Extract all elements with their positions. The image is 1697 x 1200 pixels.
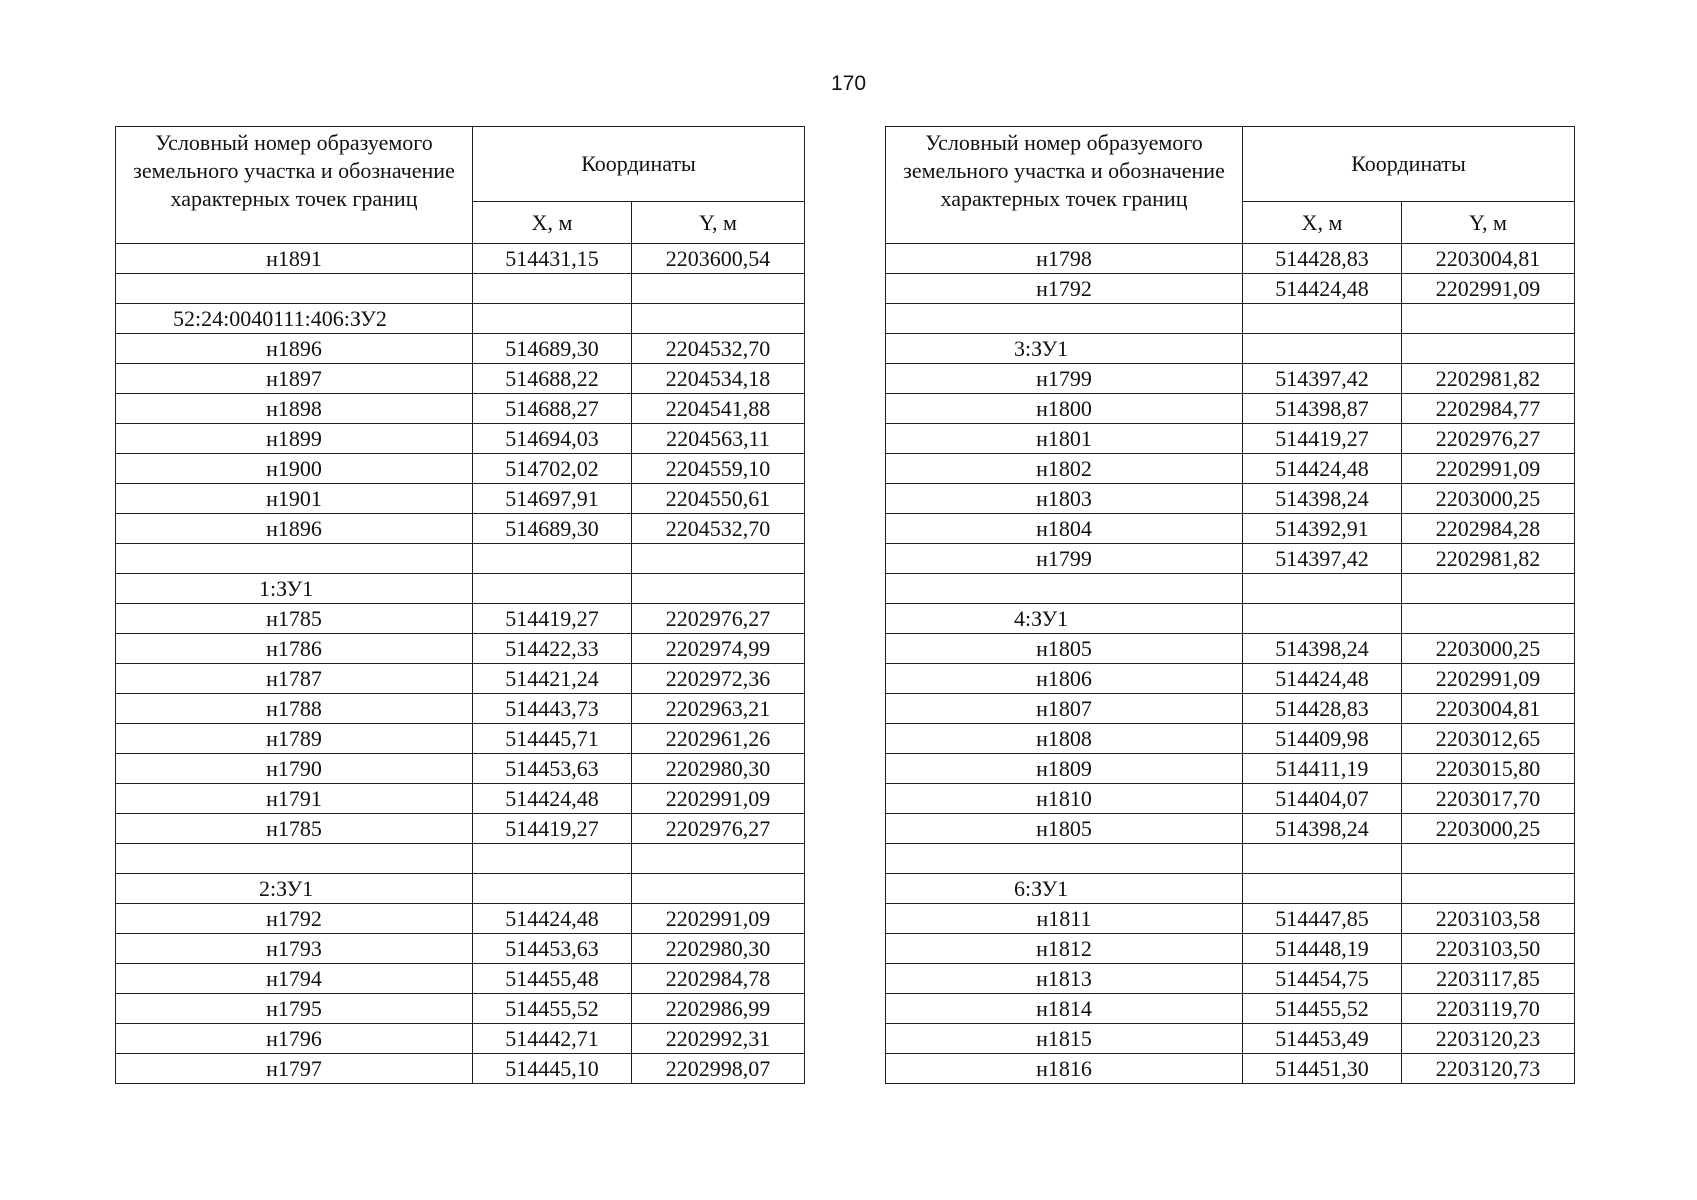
blank-row bbox=[116, 274, 805, 304]
cell-y: 2202984,28 bbox=[1402, 514, 1575, 544]
header-parcel-point: Условный номер образуемого земельного участка и обозначение характерных точек границ bbox=[116, 127, 473, 244]
cell-y bbox=[1402, 844, 1575, 874]
cell-point-name: н1896 bbox=[116, 334, 473, 364]
cell-x: 514453,63 bbox=[473, 754, 632, 784]
table-row bbox=[886, 694, 1575, 724]
parcel-label-text: 2:ЗУ1 bbox=[259, 876, 314, 901]
table-row bbox=[116, 364, 805, 394]
cell-x: 514448,19 bbox=[1243, 934, 1402, 964]
cell-point-name: н1804 bbox=[886, 514, 1243, 544]
cell-x bbox=[473, 304, 632, 334]
table-row bbox=[116, 424, 805, 454]
cell-point-name: н1815 bbox=[886, 1024, 1243, 1054]
table-row bbox=[886, 274, 1575, 304]
table-row bbox=[116, 394, 805, 424]
cell-y bbox=[632, 544, 805, 574]
cell-y: 2203117,85 bbox=[1402, 964, 1575, 994]
cell-point-name: н1898 bbox=[116, 394, 473, 424]
coordinates-table-left bbox=[115, 126, 805, 1084]
cell-x: 514411,19 bbox=[1243, 754, 1402, 784]
cell-point-name: н1897 bbox=[116, 364, 473, 394]
header-parcel-point: Условный номер образуемого земельного участка и обозначение характерных точек границ bbox=[886, 127, 1243, 244]
header-x: X, м bbox=[1243, 202, 1402, 244]
cell-x bbox=[473, 844, 632, 874]
cell-point-name: н1790 bbox=[116, 754, 473, 784]
cell-y bbox=[632, 304, 805, 334]
cell-x: 514422,33 bbox=[473, 634, 632, 664]
cell-y: 2202963,21 bbox=[632, 694, 805, 724]
table-row bbox=[886, 544, 1575, 574]
cell-y: 2203600,54 bbox=[632, 244, 805, 274]
cell-y: 2202961,26 bbox=[632, 724, 805, 754]
cell-point-name: н1799 bbox=[886, 364, 1243, 394]
cell-point-name: н1816 bbox=[886, 1054, 1243, 1084]
cell-x: 514398,24 bbox=[1243, 484, 1402, 514]
cell-x: 514697,91 bbox=[473, 484, 632, 514]
cell-y: 2203103,50 bbox=[1402, 934, 1575, 964]
cell-x: 514398,87 bbox=[1243, 394, 1402, 424]
cell-x: 514445,10 bbox=[473, 1054, 632, 1084]
table-row bbox=[116, 1024, 805, 1054]
table-row bbox=[116, 904, 805, 934]
cell-y: 2202981,82 bbox=[1402, 364, 1575, 394]
table-row bbox=[116, 814, 805, 844]
cell-point-name: н1795 bbox=[116, 994, 473, 1024]
cell-y bbox=[632, 274, 805, 304]
cell-y: 2204541,88 bbox=[632, 394, 805, 424]
table-row bbox=[116, 1054, 805, 1084]
cell-x: 514421,24 bbox=[473, 664, 632, 694]
cell-x: 514455,52 bbox=[1243, 994, 1402, 1024]
cell-y bbox=[632, 874, 805, 904]
cell-point-name: н1901 bbox=[116, 484, 473, 514]
cell-x: 514404,07 bbox=[1243, 784, 1402, 814]
cell-point-name: н1797 bbox=[116, 1054, 473, 1084]
cell-y: 2202984,78 bbox=[632, 964, 805, 994]
cell-x: 514688,27 bbox=[473, 394, 632, 424]
blank-row bbox=[886, 304, 1575, 334]
cell-x: 514409,98 bbox=[1243, 724, 1402, 754]
parcel-label-text: 52:24:0040111:406:ЗУ2 bbox=[173, 306, 387, 331]
blank-row bbox=[116, 544, 805, 574]
parcel-label-row bbox=[116, 304, 805, 334]
table-row bbox=[886, 1024, 1575, 1054]
cell-y: 2204563,11 bbox=[632, 424, 805, 454]
table-row bbox=[116, 754, 805, 784]
cell-x: 514419,27 bbox=[473, 814, 632, 844]
table-row bbox=[886, 994, 1575, 1024]
cell-y: 2202991,09 bbox=[632, 784, 805, 814]
cell-point-name: н1806 bbox=[886, 664, 1243, 694]
cell-y bbox=[1402, 604, 1575, 634]
table-row bbox=[116, 514, 805, 544]
table-row bbox=[886, 754, 1575, 784]
cell-point-name bbox=[116, 274, 473, 304]
cell-y: 2203119,70 bbox=[1402, 994, 1575, 1024]
cell-point-name bbox=[116, 844, 473, 874]
cell-y: 2203000,25 bbox=[1402, 484, 1575, 514]
cell-point-name bbox=[116, 544, 473, 574]
cell-point-name: н1802 bbox=[886, 454, 1243, 484]
cell-point-name: н1900 bbox=[116, 454, 473, 484]
cell-x: 514689,30 bbox=[473, 514, 632, 544]
parcel-label-row bbox=[886, 604, 1575, 634]
cell-x: 514445,71 bbox=[473, 724, 632, 754]
cell-y: 2203120,23 bbox=[1402, 1024, 1575, 1054]
cell-point-name: н1814 bbox=[886, 994, 1243, 1024]
cell-point-name: н1810 bbox=[886, 784, 1243, 814]
cell-y: 2202972,36 bbox=[632, 664, 805, 694]
cell-point-name: н1792 bbox=[116, 904, 473, 934]
table-row bbox=[886, 934, 1575, 964]
cell-point-name bbox=[886, 844, 1243, 874]
cell-x: 514454,75 bbox=[1243, 964, 1402, 994]
cell-x: 514443,73 bbox=[473, 694, 632, 724]
cell-point-name: н1798 bbox=[886, 244, 1243, 274]
cell-y bbox=[632, 844, 805, 874]
cell-y: 2204532,70 bbox=[632, 514, 805, 544]
table-row bbox=[886, 664, 1575, 694]
cell-point-name: н1786 bbox=[116, 634, 473, 664]
cell-y bbox=[1402, 304, 1575, 334]
cell-point-name: н1793 bbox=[116, 934, 473, 964]
cell-point-name: н1788 bbox=[116, 694, 473, 724]
cell-y: 2203017,70 bbox=[1402, 784, 1575, 814]
cell-x: 514397,42 bbox=[1243, 544, 1402, 574]
cell-y: 2204559,10 bbox=[632, 454, 805, 484]
cell-point-name: н1792 bbox=[886, 274, 1243, 304]
table-row bbox=[886, 634, 1575, 664]
parcel-label bbox=[886, 604, 1243, 634]
table-row bbox=[116, 334, 805, 364]
cell-x: 514424,48 bbox=[1243, 454, 1402, 484]
cell-y: 2202992,31 bbox=[632, 1024, 805, 1054]
cell-point-name: н1811 bbox=[886, 904, 1243, 934]
cell-point-name: н1813 bbox=[886, 964, 1243, 994]
cell-point-name: н1789 bbox=[116, 724, 473, 754]
cell-y: 2203012,65 bbox=[1402, 724, 1575, 754]
cell-x: 514424,48 bbox=[473, 904, 632, 934]
parcel-label bbox=[116, 574, 473, 604]
page-number: 170 bbox=[830, 72, 867, 95]
cell-y: 2203015,80 bbox=[1402, 754, 1575, 784]
cell-y: 2203000,25 bbox=[1402, 634, 1575, 664]
parcel-label-row bbox=[886, 334, 1575, 364]
parcel-label bbox=[116, 304, 473, 334]
cell-x: 514451,30 bbox=[1243, 1054, 1402, 1084]
cell-point-name: н1800 bbox=[886, 394, 1243, 424]
cell-point-name bbox=[886, 304, 1243, 334]
cell-point-name: н1809 bbox=[886, 754, 1243, 784]
cell-point-name: н1799 bbox=[886, 544, 1243, 574]
cell-x: 514453,49 bbox=[1243, 1024, 1402, 1054]
cell-y: 2202986,99 bbox=[632, 994, 805, 1024]
cell-x: 514428,83 bbox=[1243, 694, 1402, 724]
cell-x: 514455,48 bbox=[473, 964, 632, 994]
cell-y: 2203120,73 bbox=[1402, 1054, 1575, 1084]
cell-y: 2203004,81 bbox=[1402, 694, 1575, 724]
table-row bbox=[116, 694, 805, 724]
cell-x: 514424,48 bbox=[1243, 664, 1402, 694]
cell-point-name: н1794 bbox=[116, 964, 473, 994]
cell-y: 2202976,27 bbox=[632, 814, 805, 844]
cell-y: 2204534,18 bbox=[632, 364, 805, 394]
cell-x bbox=[473, 874, 632, 904]
cell-y: 2202981,82 bbox=[1402, 544, 1575, 574]
cell-x: 514688,22 bbox=[473, 364, 632, 394]
cell-point-name: н1803 bbox=[886, 484, 1243, 514]
parcel-label bbox=[886, 334, 1243, 364]
cell-y: 2203000,25 bbox=[1402, 814, 1575, 844]
cell-x: 514702,02 bbox=[473, 454, 632, 484]
cell-point-name: н1805 bbox=[886, 634, 1243, 664]
cell-x bbox=[473, 544, 632, 574]
parcel-label-row bbox=[116, 874, 805, 904]
cell-y: 2203103,58 bbox=[1402, 904, 1575, 934]
table-row bbox=[886, 514, 1575, 544]
cell-point-name: н1808 bbox=[886, 724, 1243, 754]
table-row bbox=[116, 994, 805, 1024]
table-row bbox=[116, 454, 805, 484]
cell-x: 514694,03 bbox=[473, 424, 632, 454]
table-row bbox=[886, 784, 1575, 814]
cell-x bbox=[473, 274, 632, 304]
cell-point-name: н1796 bbox=[116, 1024, 473, 1054]
cell-x: 514428,83 bbox=[1243, 244, 1402, 274]
blank-row bbox=[886, 844, 1575, 874]
cell-point-name: н1807 bbox=[886, 694, 1243, 724]
cell-point-name: н1791 bbox=[116, 784, 473, 814]
table-row bbox=[116, 664, 805, 694]
cell-x: 514397,42 bbox=[1243, 364, 1402, 394]
cell-y bbox=[1402, 874, 1575, 904]
cell-y: 2202976,27 bbox=[632, 604, 805, 634]
cell-x: 514392,91 bbox=[1243, 514, 1402, 544]
parcel-label-row bbox=[116, 574, 805, 604]
cell-x bbox=[1243, 304, 1402, 334]
table-row bbox=[886, 364, 1575, 394]
cell-y: 2202976,27 bbox=[1402, 424, 1575, 454]
cell-x: 514447,85 bbox=[1243, 904, 1402, 934]
table-row bbox=[886, 1054, 1575, 1084]
cell-x: 514424,48 bbox=[1243, 274, 1402, 304]
cell-point-name: н1801 bbox=[886, 424, 1243, 454]
cell-x bbox=[1243, 874, 1402, 904]
header-x: X, м bbox=[473, 202, 632, 244]
cell-point-name: н1787 bbox=[116, 664, 473, 694]
cell-point-name: н1812 bbox=[886, 934, 1243, 964]
cell-point-name: н1891 bbox=[116, 244, 473, 274]
cell-x: 514431,15 bbox=[473, 244, 632, 274]
table-row bbox=[116, 484, 805, 514]
cell-y: 2202974,99 bbox=[632, 634, 805, 664]
table-row bbox=[116, 634, 805, 664]
cell-y: 2202980,30 bbox=[632, 754, 805, 784]
table-row bbox=[886, 724, 1575, 754]
table-row bbox=[886, 394, 1575, 424]
cell-x: 514419,27 bbox=[473, 604, 632, 634]
cell-point-name: н1785 bbox=[116, 604, 473, 634]
table-row bbox=[886, 904, 1575, 934]
table-row bbox=[116, 244, 805, 274]
cell-x: 514453,63 bbox=[473, 934, 632, 964]
cell-x bbox=[1243, 604, 1402, 634]
cell-y: 2203004,81 bbox=[1402, 244, 1575, 274]
cell-x bbox=[1243, 574, 1402, 604]
blank-row bbox=[886, 574, 1575, 604]
cell-y: 2202984,77 bbox=[1402, 394, 1575, 424]
table-row bbox=[886, 964, 1575, 994]
header-coordinates: Координаты bbox=[1243, 127, 1575, 202]
header-y: Y, м bbox=[1402, 202, 1575, 244]
parcel-label bbox=[116, 874, 473, 904]
coordinates-table-right bbox=[885, 126, 1575, 1084]
parcel-label-text: 3:ЗУ1 bbox=[1014, 336, 1069, 361]
cell-point-name: н1805 bbox=[886, 814, 1243, 844]
cell-x bbox=[1243, 334, 1402, 364]
parcel-label-row bbox=[886, 874, 1575, 904]
cell-x bbox=[1243, 844, 1402, 874]
cell-y: 2202991,09 bbox=[1402, 274, 1575, 304]
table-row bbox=[886, 454, 1575, 484]
cell-x: 514398,24 bbox=[1243, 634, 1402, 664]
cell-y: 2202980,30 bbox=[632, 934, 805, 964]
cell-point-name: н1899 bbox=[116, 424, 473, 454]
cell-y: 2202991,09 bbox=[632, 904, 805, 934]
cell-point-name: н1896 bbox=[116, 514, 473, 544]
table-row bbox=[116, 724, 805, 754]
cell-y: 2202991,09 bbox=[1402, 454, 1575, 484]
cell-y bbox=[632, 574, 805, 604]
table-row bbox=[886, 244, 1575, 274]
table-row bbox=[886, 424, 1575, 454]
parcel-label-text: 4:ЗУ1 bbox=[1014, 606, 1069, 631]
cell-x: 514442,71 bbox=[473, 1024, 632, 1054]
parcel-label-text: 6:ЗУ1 bbox=[1014, 876, 1069, 901]
cell-x: 514424,48 bbox=[473, 784, 632, 814]
table-row bbox=[886, 484, 1575, 514]
cell-x: 514419,27 bbox=[1243, 424, 1402, 454]
table-row bbox=[116, 784, 805, 814]
cell-y bbox=[1402, 574, 1575, 604]
blank-row bbox=[116, 844, 805, 874]
table-row bbox=[116, 964, 805, 994]
cell-x: 514455,52 bbox=[473, 994, 632, 1024]
cell-x bbox=[473, 574, 632, 604]
table-row bbox=[886, 814, 1575, 844]
cell-y: 2202998,07 bbox=[632, 1054, 805, 1084]
header-coordinates: Координаты bbox=[473, 127, 805, 202]
cell-y bbox=[1402, 334, 1575, 364]
cell-x: 514398,24 bbox=[1243, 814, 1402, 844]
cell-y: 2202991,09 bbox=[1402, 664, 1575, 694]
table-row bbox=[116, 604, 805, 634]
cell-x: 514689,30 bbox=[473, 334, 632, 364]
parcel-label-text: 1:ЗУ1 bbox=[259, 576, 314, 601]
header-y: Y, м bbox=[632, 202, 805, 244]
cell-point-name: н1785 bbox=[116, 814, 473, 844]
cell-point-name bbox=[886, 574, 1243, 604]
cell-y: 2204550,61 bbox=[632, 484, 805, 514]
cell-y: 2204532,70 bbox=[632, 334, 805, 364]
table-row bbox=[116, 934, 805, 964]
parcel-label bbox=[886, 874, 1243, 904]
